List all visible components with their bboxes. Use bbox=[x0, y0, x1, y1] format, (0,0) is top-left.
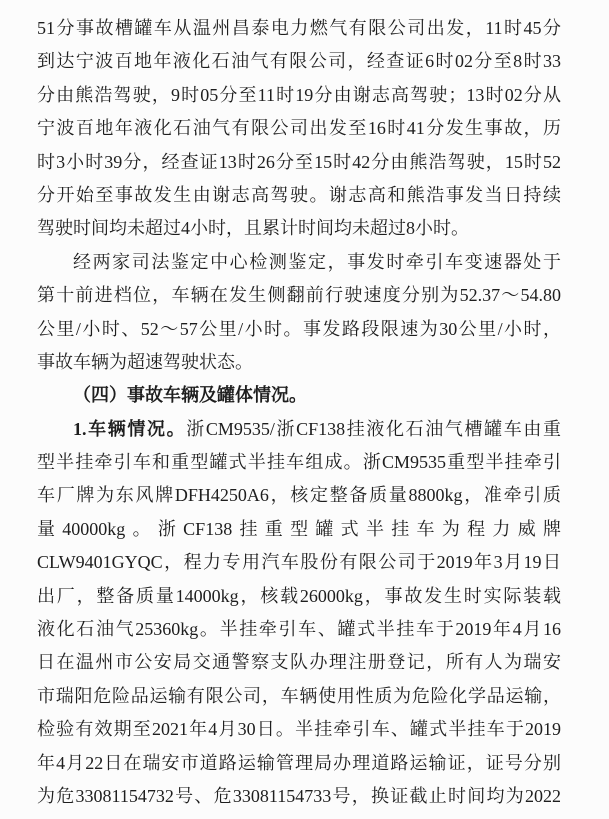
text-line: 宁波百地年液化石油气有限公司出发至16时41分发生事故，历 bbox=[37, 118, 561, 139]
text-line: 年4月22日在瑞安市道路运输管理局办理道路运输证，证号分别 bbox=[37, 752, 561, 773]
text-line: 事故车辆为超速驾驶状态。 bbox=[37, 351, 253, 372]
text-line bbox=[37, 413, 561, 446]
text-line: 第十前进档位，车辆在发生侧翻前行驶速度分别为52.37～54.80 bbox=[37, 285, 561, 306]
text-line: 时3小时39分，经查证13时26分至15时42分由熊浩驾驶，15时52 bbox=[37, 151, 561, 172]
text-line: 51分事故槽罐车从温州昌泰电力燃气有限公司出发，11时45分 bbox=[37, 18, 561, 38]
text-line: 日在温州市公安局交通警察支队办理注册登记，所有人为瑞安 bbox=[37, 652, 561, 673]
text-line: 到达宁波百地年液化石油气有限公司，经查证6时02分至8时33 bbox=[37, 51, 561, 72]
text-line: 型半挂牵引车和重型罐式半挂车组成。浙CM9535重型半挂牵引 bbox=[37, 452, 561, 473]
text-line: 经两家司法鉴定中心检测鉴定，事发时牵引车变速器处于 bbox=[73, 251, 561, 272]
text-line: 市瑞阳危险品运输有限公司，车辆使用性质为危险化学品运输， bbox=[37, 685, 561, 706]
text-line: 驾驶时间均未超过4小时，且累计时间均未超过8小时。 bbox=[37, 218, 469, 239]
text-line: 车厂牌为东风牌DFH4250A6，核定整备质量8800kg，准牵引质 bbox=[37, 485, 561, 506]
text-line: 量40000kg。浙CF138挂重型罐式半挂车为程力威牌 bbox=[37, 518, 561, 539]
text-line: 为危33081154732号、危33081154733号，换证截止时间均为2022 bbox=[37, 785, 561, 806]
text-line: 出厂，整备质量14000kg，核载26000kg，事故发生时实际装载 bbox=[37, 585, 561, 606]
text-line: 检验有效期至2021年4月30日。半挂牵引车、罐式半挂车于2019 bbox=[37, 719, 561, 740]
text-line: 液化石油气25360kg。半挂牵引车、罐式半挂车于2019年4月16 bbox=[37, 619, 561, 640]
text-line: CLW9401GYQC，程力专用汽车股份有限公司于2019年3月19日 bbox=[37, 552, 561, 573]
text-line: 分由熊浩驾驶，9时05分至11时19分由谢志高驾驶；13时02分从 bbox=[37, 84, 561, 105]
text-line: 公里/小时、52～57公里/小时。事发路段限速为30公里/小时， bbox=[37, 318, 561, 339]
section-heading: （四）事故车辆及罐体情况。 bbox=[73, 385, 307, 406]
list-item-text: 浙CM9535/浙CF138挂液化石油气槽罐车由重 bbox=[186, 418, 561, 439]
list-item-lead: 1.车辆情况。 bbox=[73, 418, 187, 439]
text-line: 分开始至事故发生由谢志高驾驶。谢志高和熊浩事发当日持续 bbox=[37, 184, 561, 205]
